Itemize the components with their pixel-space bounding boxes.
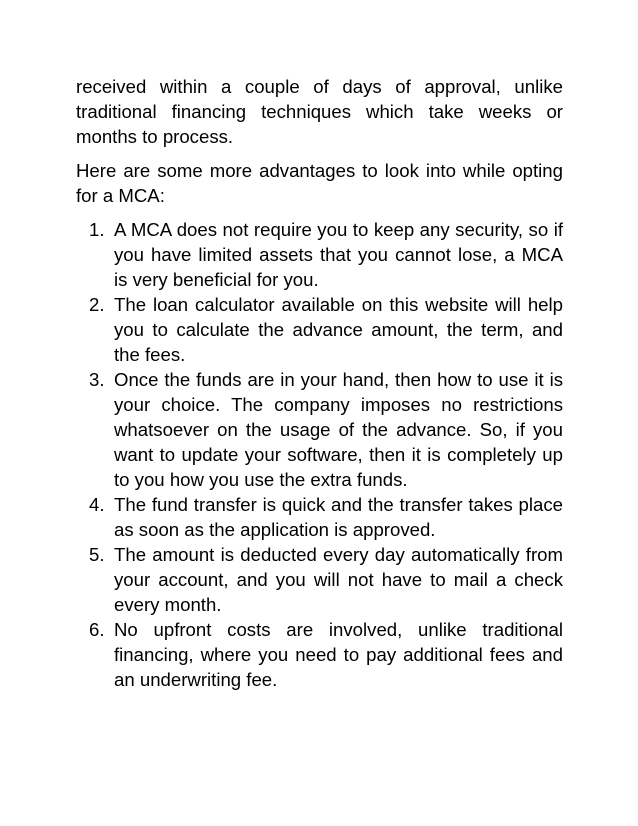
list-item-number: 3. [89,369,105,390]
list-item [76,542,563,617]
list-item [76,492,563,542]
paragraph-intro: received within a couple of days of approval, unlike traditional financing techniques which take weeks or months to process. [76,76,563,147]
list-item-number: 1. [89,219,105,240]
list-item-text: Once the funds are in your hand, then how to use it is your choice. The company imposes no restrictions whatsoever on the usage of the advance. So, if you want to update your software, then it is completely up to you how you use the extra funds. [114,369,563,490]
list-item-text: The fund transfer is quick and the transfer takes place as soon as the application is approved. [114,494,563,540]
paragraph-advantages-lead: Here are some more advantages to look into while opting for a MCA: [76,160,563,206]
list-item-number: 6. [89,619,105,640]
list-item [76,292,563,367]
advantages-list [76,217,563,692]
list-item [76,617,563,692]
document-body [76,74,563,692]
list-item-text: A MCA does not require you to keep any security, so if you have limited assets that you cannot lose, a MCA is very beneficial for you. [114,219,563,290]
list-item-number: 2. [89,294,105,315]
list-item-number: 5. [89,544,105,565]
list-item-text: No upfront costs are involved, unlike traditional financing, where you need to pay additional fees and an underwriting fee. [114,619,563,690]
list-item-number: 4. [89,494,105,515]
list-item [76,367,563,492]
list-item-text: The loan calculator available on this website will help you to calculate the advance amount, the term, and the fees. [114,294,563,365]
list-item-text: The amount is deducted every day automatically from your account, and you will not have to mail a check every month. [114,544,563,615]
list-item [76,217,563,292]
